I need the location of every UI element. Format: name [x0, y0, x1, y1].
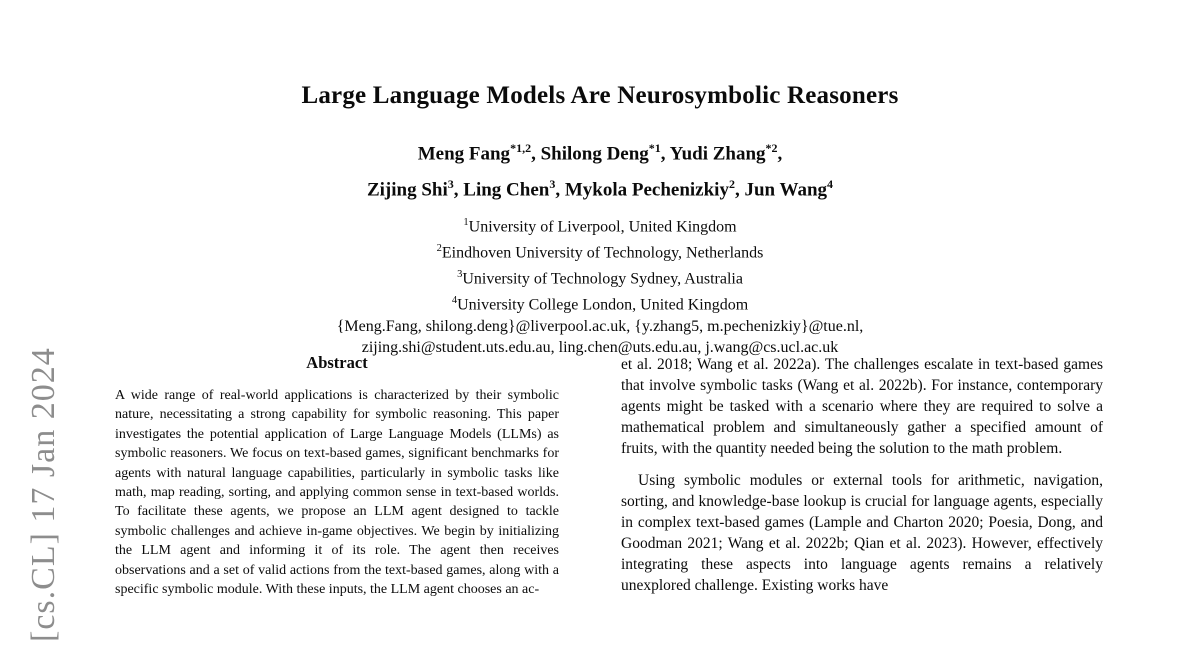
author-separator: , — [555, 179, 565, 201]
author-name: Zijing Shi — [366, 179, 448, 201]
affiliation-text: University College London, United Kingdom — [457, 296, 749, 314]
author-superscript: *1 — [648, 141, 661, 155]
email-line: zijing.shi@student.uts.edu.au, ling.chen@uts.edu.au, j.wang@cs.ucl.ac.uk — [361, 339, 839, 357]
affiliation-block — [50, 212, 1150, 360]
affiliation-line — [50, 290, 1150, 316]
author-superscript: 2 — [728, 177, 735, 192]
author-separator: , — [453, 179, 464, 201]
abstract-text: A wide range of real-world applications is characterized by their symbolic nature, necessitating a strong capability for symbolic reasoning. This paper investigates the potential application of Large Language Models (LLMs) as symbolic reasoners. We focus on text-based games, significant benchmarks for agents with natural language capabilities, particularly in symbolic tasks like math, map reading, sorting, and applying common sense in text-based worlds. To facilitate these agents, we propose an LLM agent designed to tackle symbolic challenges and achieve in-game objectives. We begin by initializing the LLM agent and informing it of its role. The agent then receives observations and a set of valid actions from the text-based games, along with a specific symbolic module. With these inputs, the LLM agent chooses an ac- — [115, 388, 559, 598]
affiliation-superscript: 1 — [463, 216, 469, 228]
author-name: Shilong Deng — [540, 143, 649, 165]
author-name: Ling Chen — [463, 179, 550, 201]
author-name: Yudi Zhang — [669, 143, 766, 165]
body-column-right — [621, 354, 1103, 596]
page-title: Large Language Models Are Neurosymbolic Reasoners — [301, 82, 899, 109]
author-separator: , — [734, 179, 745, 201]
author-superscript: *2 — [765, 141, 778, 155]
author-separator: , — [777, 143, 783, 165]
affiliation-text: University of Technology Sydney, Australia — [462, 270, 743, 288]
abstract-section — [115, 353, 559, 599]
affiliation-superscript: 2 — [436, 242, 442, 254]
author-line-1 — [50, 133, 1150, 169]
author-name: Meng Fang — [417, 143, 511, 165]
author-block — [50, 133, 1150, 206]
author-superscript: 3 — [447, 177, 454, 192]
author-superscript: 3 — [549, 177, 556, 192]
author-line-2 — [50, 169, 1150, 205]
abstract-heading: Abstract — [306, 353, 368, 372]
body-paragraph: Using symbolic modules or external tools for arithmetic, navigation, sorting, and knowledge-base lookup is crucial for language agents, especially in complex text-based games (Lample and Charton 2020; Poesia, Dong, and Goodman 2021; Wang et al. 2022b; Qian et al. 2023). However, effectively integrating these aspects into language agents remains a relatively unexplored challenge. Existing works have — [621, 472, 1103, 594]
author-separator: , — [660, 143, 670, 165]
body-paragraph: et al. 2018; Wang et al. 2022a). The challenges escalate in text-based games that involve symbolic tasks (Wang et al. 2022b). For instance, contemporary agents might be tasked with a scenario where they are required to solve a mathematical problem and simultaneously gather a specified amount of fruits, with the quantity needed being the solution to the math problem. — [621, 356, 1103, 457]
email-line: {Meng.Fang, shilong.deng}@liverpool.ac.uk, {y.zhang5, m.pechenizkiy}@tue.nl, — [336, 317, 864, 335]
author-name: Mykola Pechenizkiy — [564, 179, 729, 201]
affiliation-text: University of Liverpool, United Kingdom — [468, 217, 737, 235]
author-separator: , — [531, 143, 541, 165]
affiliation-superscript: 3 — [457, 268, 463, 280]
author-name: Jun Wang — [744, 179, 828, 201]
affiliation-line — [50, 264, 1150, 290]
affiliation-text: Eindhoven University of Technology, Netherlands — [441, 244, 764, 262]
affiliation-superscript: 4 — [451, 294, 458, 306]
arxiv-stamp-label: [cs.CL] 17 Jan 2024 — [25, 347, 62, 642]
paper-header — [50, 0, 1150, 359]
author-superscript: *1,2 — [510, 141, 532, 155]
affiliation-line — [50, 238, 1150, 264]
affiliation-line — [50, 212, 1150, 238]
author-superscript: 4 — [827, 177, 834, 192]
